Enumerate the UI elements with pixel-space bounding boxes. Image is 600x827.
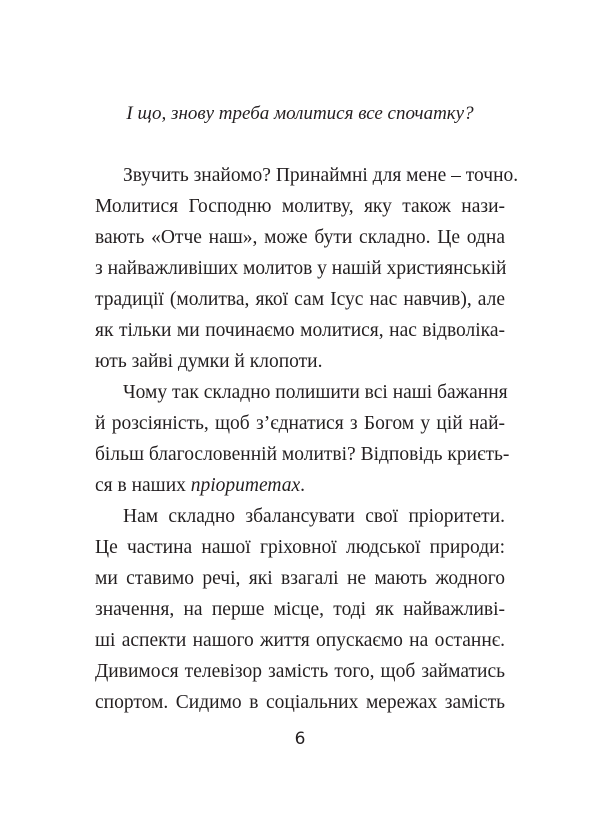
text-line [95, 594, 505, 625]
body-text [95, 160, 519, 718]
text-line [95, 284, 505, 315]
text-line [95, 501, 505, 532]
punctuation: . [300, 475, 305, 496]
text-line-content: Дивимося телевізор замість того, щоб займатись [95, 661, 505, 682]
text-line-content: вають «Отче наш», може бути складно. Це одна [95, 227, 505, 248]
text-line [95, 346, 505, 377]
text-line-content: значення, на перше місце, тоді як найважливі- [95, 599, 505, 620]
text-line [95, 222, 505, 253]
text-line [95, 439, 510, 470]
text-line-content: більш благословенній молитві? Відповідь криєть- [95, 444, 510, 465]
text-line-content: ся в наших [95, 475, 191, 496]
text-line-content: Нам складно збалансувати свої пріоритети. [123, 506, 505, 527]
text-line-content: Молитися Господню молитву, яку також нази- [95, 196, 505, 217]
text-line [95, 253, 505, 284]
section-heading: І що, знову треба молитися все спочатку? [126, 103, 474, 124]
text-line [95, 625, 505, 656]
text-line [95, 470, 505, 501]
text-line [95, 408, 505, 439]
text-line-content: ють зайві думки й клопоти. [95, 351, 323, 372]
text-line-content: Чому так складно полишити всі наші бажання [123, 382, 508, 403]
text-line [95, 532, 505, 563]
text-line [95, 160, 519, 191]
text-line-content: Це частина нашої гріховної людської природи: [95, 537, 505, 558]
text-line [95, 563, 505, 594]
text-line [95, 315, 505, 346]
text-line-content: з найважливіших молитов у нашій християнській [95, 258, 507, 279]
text-line-content: й розсіяність, щоб з’єднатися з Богом у цій най- [95, 413, 505, 434]
text-line [95, 687, 505, 718]
text-line-content: спортом. Сидимо в соціальних мережах замість [95, 692, 505, 713]
text-line-content: як тільки ми починаємо молитися, нас відволіка- [95, 320, 505, 341]
text-line-content: ші аспекти нашого життя опускаємо на останнє. [95, 630, 505, 651]
text-line [95, 377, 508, 408]
text-line [95, 191, 505, 222]
text-line-content: традиції (молитва, якої сам Ісус нас навчив), але [95, 289, 505, 310]
text-line-content: ми ставимо речі, які взагалі не мають жодного [95, 568, 505, 589]
text-line-content: Звучить знайомо? Принаймні для мене – точно. [123, 165, 519, 186]
text-line [95, 656, 505, 687]
emphasized-word: пріоритетах [190, 475, 301, 496]
page-number: 6 [294, 729, 306, 749]
